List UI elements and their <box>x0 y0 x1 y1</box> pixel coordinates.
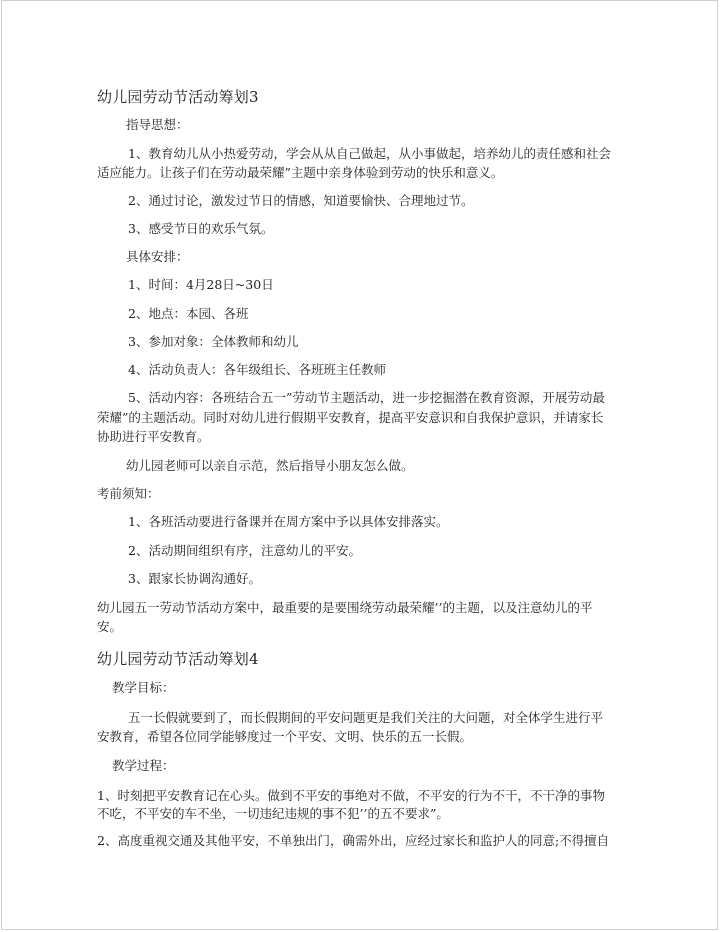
process-item-1-line2: 不吃，不平安的车不坐，一切违纪违规的事不犯’’的五不要求”。 <box>97 806 449 821</box>
plan-item-3: 3、参加对象：全体教师和幼儿 <box>128 334 299 349</box>
guide-item-1-line1: 1、教育幼儿从小热爱劳动，学会从从自己做起，从小事做起，培养幼儿的责任感和社会 <box>128 146 611 161</box>
teacher-line: 幼儿园老师可以亲自示范，然后指导小朋友怎么做。 <box>126 458 414 473</box>
plan-heading: 具体安排： <box>126 249 189 264</box>
plan-item-2: 2、地点：本园、各班 <box>128 306 249 321</box>
section3-title: 幼儿园劳动节活动筹划3 <box>97 88 259 106</box>
process-heading: 教学过程： <box>112 758 175 773</box>
summary-line2: 安。 <box>97 619 123 634</box>
guide-item-1-line2: 适应能力。让孩子们在劳动最荣耀”主题中亲身体验到劳动的快乐和意义。 <box>97 165 504 180</box>
process-item-2-line1: 2、高度重视交通及其他平安，不单独出门，确需外出，应经过家长和监护人的同意;不得擅自 <box>97 833 610 848</box>
goal-line1: 五一长假就要到了，而长假期间的平安问题更是我们关注的大问题，对全体学生进行平 <box>128 710 604 725</box>
guide-item-2: 2、通过讨论，激发过节日的情感，知道要愉快、合理地过节。 <box>128 193 474 208</box>
notice-item-1: 1、各班活动要进行备课并在周方案中予以具体安排落实。 <box>128 514 449 529</box>
notice-heading: 考前须知： <box>97 486 160 501</box>
guide-item-3: 3、感受节日的欢乐气氛。 <box>128 221 274 236</box>
notice-item-3: 3、跟家长协调沟通好。 <box>128 571 261 586</box>
summary-line1: 幼儿园五一劳动节活动方案中，最重要的是要围绕劳动最荣耀’’的主题，以及注意幼儿的平 <box>97 600 593 615</box>
section4-title: 幼儿园劳动节活动筹划4 <box>97 650 259 668</box>
plan-item-5-line3: 协助进行平安教育。 <box>97 429 210 444</box>
plan-item-5-line1: 5、活动内容：各班结合五一”劳动节主题活动，进一步挖掘潜在教育资源，开展劳动最 <box>128 390 605 405</box>
plan-item-4: 4、活动负责人：各年级组长、各班班主任教师 <box>128 362 386 377</box>
process-item-1-line1: 1、时刻把平安教育记在心头。做到不平安的事绝对不做，不平安的行为不干，不干净的事物 <box>97 788 605 803</box>
goal-heading: 教学目标： <box>112 680 175 695</box>
plan-item-5-line2: 荣耀”的主题活动。同时对幼儿进行假期平安教育，提高平安意识和自我保护意识，并请家长 <box>97 410 604 425</box>
goal-line2: 安教育，希望各位同学能够度过一个平安、文明、快乐的五一长假。 <box>97 729 473 744</box>
guide-heading: 指导思想： <box>126 117 189 132</box>
notice-item-2: 2、活动期间组织有序，注意幼儿的平安。 <box>128 543 361 558</box>
plan-item-1: 1、时间：4月28日~30日 <box>128 277 274 292</box>
